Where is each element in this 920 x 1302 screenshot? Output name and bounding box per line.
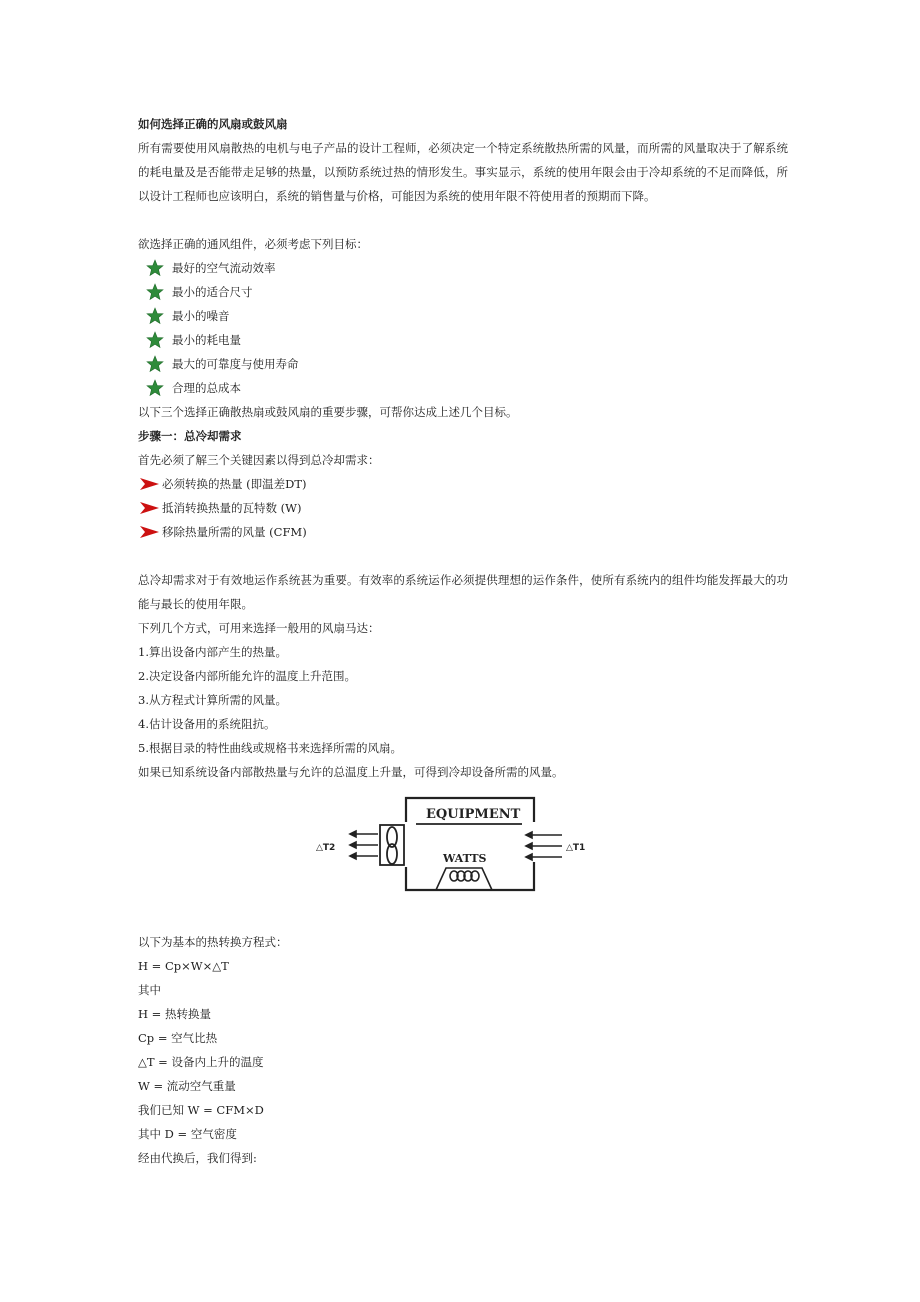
inlet-arrows	[526, 832, 562, 860]
goals-intro: 欲选择正确的通风组件，必须考虑下列目标：	[138, 237, 368, 251]
equation-intro: 以下为基本的热转换方程式：	[138, 935, 288, 949]
red-arrow-icon	[138, 525, 160, 539]
goals-list	[138, 256, 788, 400]
step1-title: 步骤一：总冷却需求	[138, 429, 242, 443]
equation: H = Cp×W×△T	[138, 959, 229, 973]
delta-t2-label: △T2	[316, 843, 336, 853]
definition-item: △T = 设备内上升的温度	[138, 1055, 264, 1069]
green-star-icon	[144, 379, 166, 397]
list-item	[138, 376, 788, 400]
factor-label: 移除热量所需的风量 (CFM)	[162, 525, 307, 539]
method-item: 4.估计设备用的系统阻抗。	[138, 717, 276, 731]
green-star-icon	[144, 307, 166, 325]
goal-label: 最好的空气流动效率	[172, 261, 276, 275]
list-item	[138, 328, 788, 352]
heater-coil-icon	[436, 868, 492, 890]
list-item	[138, 520, 788, 544]
equipment-airflow-diagram	[312, 792, 592, 896]
goal-label: 合理的总成本	[172, 381, 241, 395]
fan-icon	[380, 825, 404, 865]
methods-intro: 下列几个方式，可用来选择一般用的风扇马达：	[138, 621, 380, 635]
green-star-icon	[144, 283, 166, 301]
method-item: 5.根据目录的特性曲线或规格书来选择所需的风扇。	[138, 741, 402, 755]
list-item	[138, 304, 788, 328]
page-title: 如何选择正确的风扇或鼓风扇	[138, 117, 288, 131]
definition-item: 我们已知 W = CFM×D	[138, 1103, 264, 1117]
list-item	[138, 472, 788, 496]
red-arrow-icon	[138, 477, 160, 491]
known-paragraph: 如果已知系统设备内部散热量与允许的总温度上升量，可得到冷却设备所需的风量。	[138, 765, 564, 779]
definition-item: 其中 D = 空气密度	[138, 1127, 237, 1141]
delta-t1-label: △T1	[566, 843, 586, 853]
list-item	[138, 280, 788, 304]
method-item: 3.从方程式计算所需的风量。	[138, 693, 287, 707]
equation-section	[138, 930, 788, 1170]
step1-intro: 首先必须了解三个关键因素以得到总冷却需求：	[138, 453, 380, 467]
goal-label: 最小的噪音	[172, 309, 230, 323]
substitution-text: 经由代换后，我们得到:	[138, 1151, 257, 1165]
method-item: 1.算出设备内部产生的热量。	[138, 645, 287, 659]
definition-item: H = 热转换量	[138, 1007, 211, 1021]
list-item	[138, 352, 788, 376]
factor-label: 抵消转换热量的瓦特数 (W)	[162, 501, 302, 515]
list-item	[138, 256, 788, 280]
goal-label: 最大的可靠度与使用寿命	[172, 357, 299, 371]
definition-item: Cp = 空气比热	[138, 1031, 218, 1045]
steps-intro: 以下三个选择正确散热扇或鼓风扇的重要步骤，可帮你达成上述几个目标。	[138, 405, 518, 419]
goal-label: 最小的适合尺寸	[172, 285, 253, 299]
definition-item: W = 流动空气重量	[138, 1079, 236, 1093]
factors-list	[138, 472, 788, 544]
equipment-label: EQUIPMENT	[426, 807, 521, 822]
outlet-arrows	[350, 831, 378, 859]
where-label: 其中	[138, 983, 161, 997]
green-star-icon	[144, 331, 166, 349]
green-star-icon	[144, 355, 166, 373]
method-item: 2.决定设备内部所能允许的温度上升范围。	[138, 669, 356, 683]
intro-paragraph: 所有需要使用风扇散热的电机与电子产品的设计工程师，必须决定一个特定系统散热所需的风量，而所需的风量取决于了解系统的耗电量及是否能带走足够的热量，以预防系统过热的情形发生。事实显示，系统的使用年限会由于冷却系统的不足而降低，所以设计工程师也应该明白，系统的销售量与价格，可能因为系统的使用年限不符使用者的预期而下降。	[138, 141, 788, 203]
cooling-paragraph: 总冷却需求对于有效地运作系统甚为重要。有效率的系统运作必须提供理想的运作条件，使所有系统内的组件均能发挥最大的功能与最长的使用年限。	[138, 573, 788, 611]
document-body	[138, 112, 788, 784]
watts-label: WATTS	[443, 852, 487, 865]
red-arrow-icon	[138, 501, 160, 515]
goal-label: 最小的耗电量	[172, 333, 241, 347]
list-item	[138, 496, 788, 520]
green-star-icon	[144, 259, 166, 277]
factor-label: 必须转换的热量 (即温差DT)	[162, 477, 307, 491]
